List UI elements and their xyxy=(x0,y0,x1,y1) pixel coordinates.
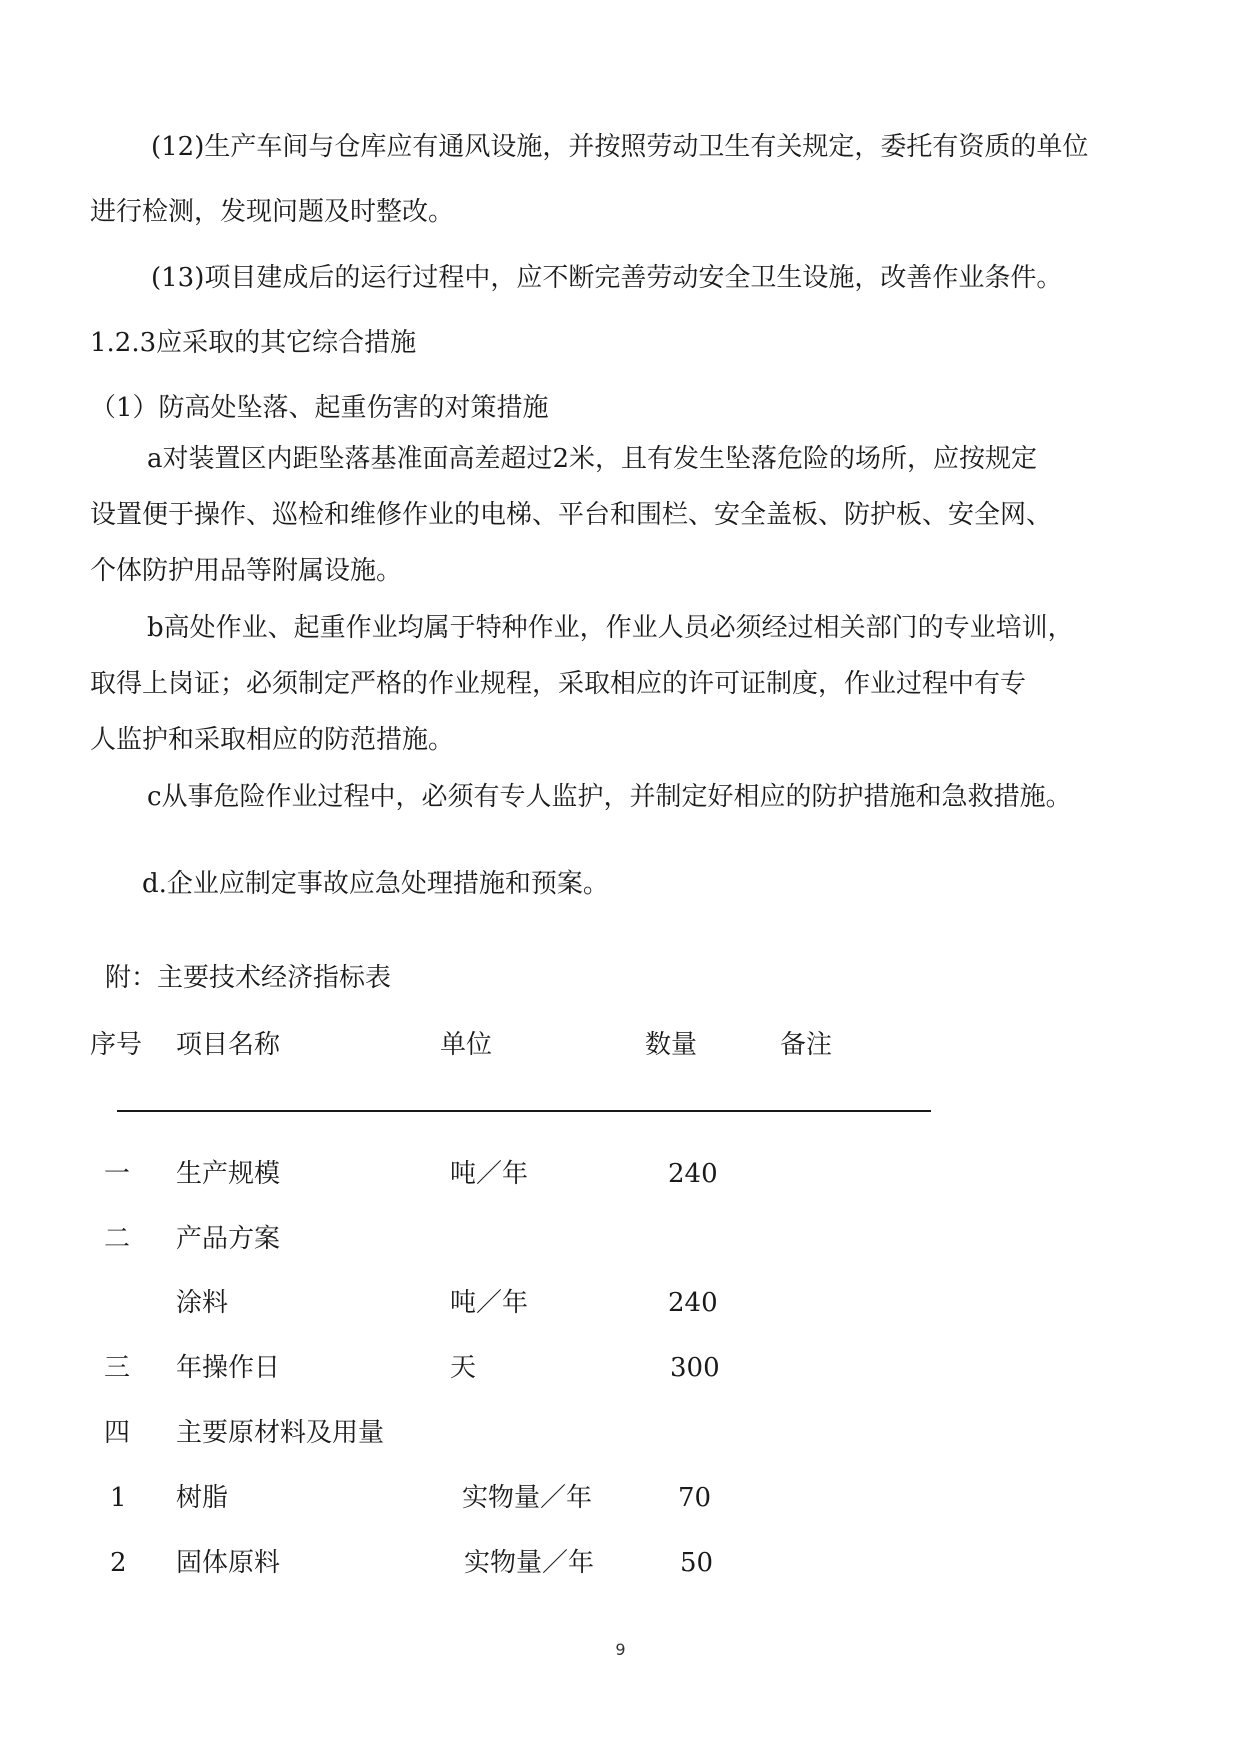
row-name: 涂料 xyxy=(176,1288,229,1318)
item-b-line-3: 人监护和采取相应的防范措施。 xyxy=(90,725,455,755)
header-name: 项目名称 xyxy=(176,1030,281,1060)
paragraph-13: (13)项目建成后的运行过程中，应不断完善劳动安全卫生设施，改善作业条件。 xyxy=(151,263,1063,293)
row-no: 一 xyxy=(104,1159,131,1189)
header-note: 备注 xyxy=(780,1030,833,1060)
row-name: 生产规模 xyxy=(176,1159,281,1189)
row-name: 产品方案 xyxy=(176,1224,281,1254)
item-b-line-2: 取得上岗证；必须制定严格的作业规程，采取相应的许可证制度，作业过程中有专 xyxy=(90,669,1027,699)
header-unit: 单位 xyxy=(440,1030,493,1060)
paragraph-12-line-2: 进行检测，发现问题及时整改。 xyxy=(90,197,455,227)
row-qty: 240 xyxy=(668,1288,718,1318)
row-name: 主要原材料及用量 xyxy=(176,1418,385,1448)
row-qty: 240 xyxy=(668,1159,718,1189)
row-no: 四 xyxy=(104,1418,131,1448)
row-unit: 实物量／年 xyxy=(462,1483,593,1513)
header-qty: 数量 xyxy=(645,1030,698,1060)
item-a-line-3: 个体防护用品等附属设施。 xyxy=(90,556,403,586)
row-name: 固体原料 xyxy=(176,1548,281,1578)
row-qty: 70 xyxy=(678,1483,712,1513)
item-a-line-2: 设置便于操作、巡检和维修作业的电梯、平台和围栏、安全盖板、防护板、安全网、 xyxy=(90,500,1053,530)
section-heading: 1.2.3应采取的其它综合措施 xyxy=(90,328,417,358)
item-c-line-1: c从事危险作业过程中，必须有专人监护，并制定好相应的防护措施和急救措施。 xyxy=(147,782,1072,812)
row-qty: 300 xyxy=(670,1353,720,1383)
item-d-line-1: d.企业应制定事故应急处理措施和预案。 xyxy=(142,869,609,899)
row-name: 树脂 xyxy=(176,1483,229,1513)
row-unit: 天 xyxy=(450,1353,477,1383)
row-qty: 50 xyxy=(680,1548,714,1578)
row-no: 2 xyxy=(110,1548,127,1578)
row-no: 二 xyxy=(104,1224,131,1254)
paragraph-12-line-1: (12)生产车间与仓库应有通风设施，并按照劳动卫生有关规定，委托有资质的单位 xyxy=(151,132,1089,162)
row-name: 年操作日 xyxy=(176,1353,281,1383)
header-no: 序号 xyxy=(90,1030,143,1060)
row-no: 三 xyxy=(104,1353,131,1383)
item-a-line-1: a对装置区内距坠落基准面高差超过2米，且有发生坠落危险的场所，应按规定 xyxy=(147,444,1038,474)
row-unit: 吨／年 xyxy=(450,1159,529,1189)
appendix-title: 附：主要技术经济指标表 xyxy=(105,963,392,993)
row-unit: 吨／年 xyxy=(450,1288,529,1318)
row-unit: 实物量／年 xyxy=(464,1548,595,1578)
page-number: 9 xyxy=(615,1640,626,1659)
row-no: 1 xyxy=(110,1483,127,1513)
subheading: （1）防高处坠落、起重伤害的对策措施 xyxy=(90,393,549,423)
table-divider xyxy=(117,1110,931,1112)
item-b-line-1: b高处作业、起重作业均属于特种作业，作业人员必须经过相关部门的专业培训， xyxy=(147,613,1074,643)
